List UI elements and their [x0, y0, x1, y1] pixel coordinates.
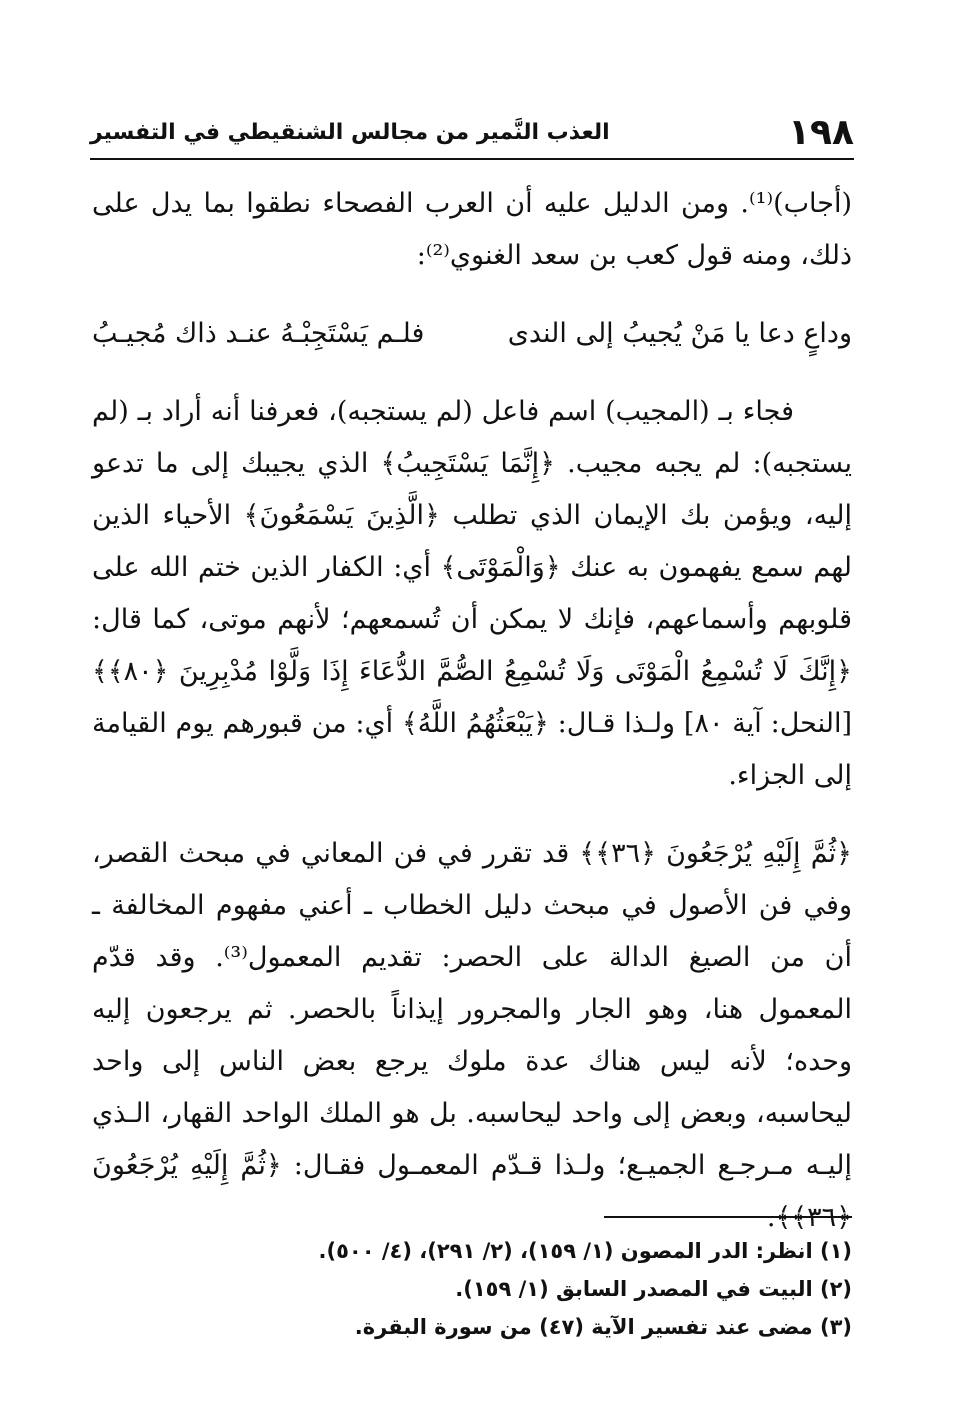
paragraph-restriction: ﴿ثُمَّ إِلَيْهِ يُرْجَعُونَ ﴿٣٦﴾﴾ قد تقرر في فن المعاني في مبحث القصر، وفي فن الأصول في مبحث دليل الخطاب ـ أعني مفهوم المخالفة ـ أن من الصيغ الدالة على الحصر: تقديم المعمول⁽³⁾. وقد قدّم المعمول هنا، وهو الجار والمجرور إيذاناً بالحصر. ثم يرجعون إليه وحده؛ لأنه ليس هناك عدة ملوك يرجع بعض الناس إلى واحد ليحاسبه، وبعض إلى واحد ليحاسبه. بل هو الملك الواحد القهار، الـذي إليـه مـرجـع الجميـع؛ ولـذا قـدّم المعمـول فقـال: ﴿ثُمَّ إِلَيْهِ يُرْجَعُونَ ﴿٣٦﴾﴾.	[92, 838, 852, 1233]
paragraph-intro: (أجاب)⁽¹⁾. ومن الدليل عليه أن العرب الفصحاء نطقوا بما يدل على ذلك، ومنه قول كعب بن سعد الغنوي⁽²⁾:	[92, 188, 852, 271]
poetry-verse	[92, 308, 852, 360]
footnote-2: (٢) البيت في المصدر السابق (١/ ١٥٩).	[455, 1277, 852, 1301]
footnote-3: (٣) مضى عند تفسير الآية (٤٧) من سورة البقرة.	[354, 1315, 852, 1339]
verse-first-hemistich: وداعٍ دعا يا مَنْ يُجيبُ إلى الندى	[507, 318, 852, 349]
running-title: العذب النَّمير من مجالس الشنقيطي في التفسير	[90, 120, 610, 145]
main-text	[92, 178, 852, 1244]
page-number: ١٩٨	[788, 112, 854, 153]
verse-second-hemistich: فلـم يَسْتَجِبْـهُ عنـد ذاك مُجيـبُ	[92, 318, 425, 349]
footnotes	[92, 1232, 852, 1346]
footnote-1: (١) انظر: الدر المصون (١/ ١٥٩)، (٢/ ٢٩١)، (٤/ ٥٠٠).	[318, 1239, 852, 1263]
paragraph-commentary: فجاء بـ (المجيب) اسم فاعل (لم يستجبه)، فعرفنا أنه أراد بـ (لم يستجبه): لم يجبه مجيب. ﴿إِنَّمَا يَسْتَجِيبُ﴾ الذي يجيبك إلى ما تدعو إليه، ويؤمن بك الإيمان الذي تطلب ﴿الَّذِينَ يَسْمَعُونَ﴾ الأحياء الذين لهم سمع يفهمون به عنك ﴿وَالْمَوْتَى﴾ أي: الكفار الذين ختم الله على قلوبهم وأسماعهم، فإنك لا يمكن أن تُسمعهم؛ لأنهم موتى، كما قال: ﴿إِنَّكَ لَا تُسْمِعُ الْمَوْتَى وَلَا تُسْمِعُ الصُّمَّ الدُّعَاءَ إِذَا وَلَّوْا مُدْبِرِينَ ﴿٨٠﴾﴾ [النحل: آية ٨٠] ولـذا قـال: ﴿يَبْعَثُهُمُ اللَّهُ﴾ أي: من قبورهم يوم القيامة إلى الجزاء.	[92, 396, 852, 791]
footnote-divider	[604, 1216, 852, 1218]
page-header	[90, 112, 854, 160]
